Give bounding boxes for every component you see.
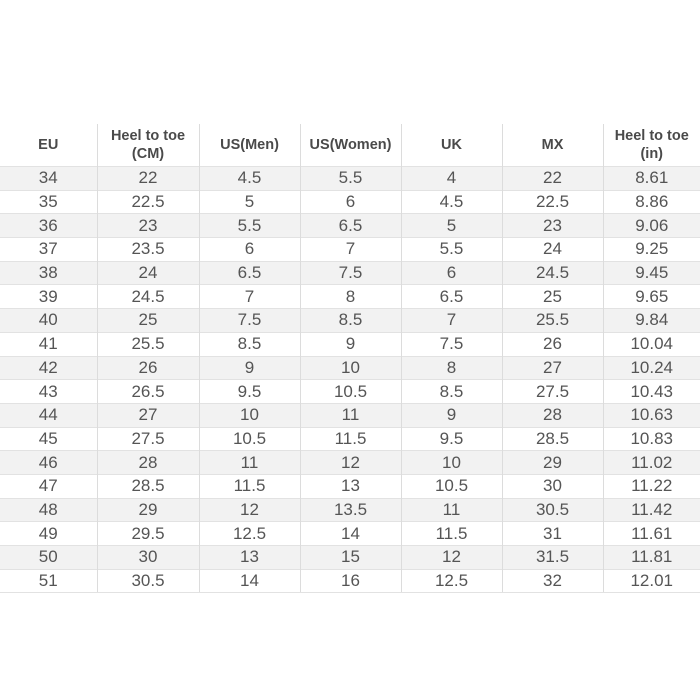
- table-row: [0, 332, 700, 356]
- cell-uk: 12.5: [401, 569, 502, 593]
- cell-us-women: 16: [300, 569, 401, 593]
- cell-mx: 31.5: [502, 546, 603, 570]
- table-row: [0, 522, 700, 546]
- size-chart-table: [0, 124, 700, 593]
- cell-heel-to-toe-in: 11.02: [603, 451, 700, 475]
- cell-eu: 39: [0, 285, 97, 309]
- header-eu: EU: [0, 124, 97, 167]
- cell-heel-to-toe-cm: 27.5: [97, 427, 199, 451]
- cell-us-men: 6: [199, 238, 300, 262]
- table-row: [0, 403, 700, 427]
- cell-us-men: 12: [199, 498, 300, 522]
- cell-eu: 47: [0, 474, 97, 498]
- cell-eu: 49: [0, 522, 97, 546]
- cell-mx: 23: [502, 214, 603, 238]
- cell-heel-to-toe-in: 11.81: [603, 546, 700, 570]
- size-chart-header: [0, 124, 700, 167]
- cell-heel-to-toe-cm: 22.5: [97, 190, 199, 214]
- cell-heel-to-toe-cm: 27: [97, 403, 199, 427]
- cell-us-women: 8: [300, 285, 401, 309]
- header-mx: MX: [502, 124, 603, 167]
- cell-us-women: 11.5: [300, 427, 401, 451]
- cell-uk: 5: [401, 214, 502, 238]
- cell-mx: 32: [502, 569, 603, 593]
- table-row: [0, 214, 700, 238]
- cell-heel-to-toe-cm: 29.5: [97, 522, 199, 546]
- cell-uk: 8.5: [401, 380, 502, 404]
- cell-eu: 51: [0, 569, 97, 593]
- cell-us-men: 13: [199, 546, 300, 570]
- cell-us-men: 6.5: [199, 261, 300, 285]
- cell-us-women: 10.5: [300, 380, 401, 404]
- cell-us-men: 5.5: [199, 214, 300, 238]
- cell-us-women: 6.5: [300, 214, 401, 238]
- cell-us-women: 15: [300, 546, 401, 570]
- cell-heel-to-toe-cm: 24.5: [97, 285, 199, 309]
- cell-mx: 27: [502, 356, 603, 380]
- cell-us-men: 10: [199, 403, 300, 427]
- cell-uk: 7.5: [401, 332, 502, 356]
- cell-eu: 44: [0, 403, 97, 427]
- cell-uk: 9: [401, 403, 502, 427]
- cell-heel-to-toe-cm: 23.5: [97, 238, 199, 262]
- cell-eu: 46: [0, 451, 97, 475]
- cell-heel-to-toe-cm: 30.5: [97, 569, 199, 593]
- cell-eu: 50: [0, 546, 97, 570]
- table-row: [0, 427, 700, 451]
- cell-mx: 30.5: [502, 498, 603, 522]
- cell-us-women: 10: [300, 356, 401, 380]
- cell-uk: 10: [401, 451, 502, 475]
- cell-heel-to-toe-cm: 25.5: [97, 332, 199, 356]
- header-heel-to-toe-in: Heel to toe (in): [603, 124, 700, 167]
- cell-heel-to-toe-in: 10.43: [603, 380, 700, 404]
- cell-heel-to-toe-in: 10.24: [603, 356, 700, 380]
- cell-mx: 28: [502, 403, 603, 427]
- table-row: [0, 380, 700, 404]
- cell-us-men: 11: [199, 451, 300, 475]
- table-row: [0, 451, 700, 475]
- cell-us-men: 9.5: [199, 380, 300, 404]
- table-row: [0, 190, 700, 214]
- table-row: [0, 238, 700, 262]
- cell-heel-to-toe-in: 12.01: [603, 569, 700, 593]
- table-row: [0, 167, 700, 191]
- table-row: [0, 356, 700, 380]
- cell-us-men: 5: [199, 190, 300, 214]
- cell-us-women: 12: [300, 451, 401, 475]
- cell-heel-to-toe-in: 10.83: [603, 427, 700, 451]
- cell-us-women: 11: [300, 403, 401, 427]
- cell-us-women: 6: [300, 190, 401, 214]
- table-row: [0, 546, 700, 570]
- cell-mx: 28.5: [502, 427, 603, 451]
- cell-heel-to-toe-cm: 30: [97, 546, 199, 570]
- cell-eu: 48: [0, 498, 97, 522]
- cell-heel-to-toe-in: 9.65: [603, 285, 700, 309]
- cell-heel-to-toe-in: 11.61: [603, 522, 700, 546]
- cell-eu: 35: [0, 190, 97, 214]
- cell-us-women: 7: [300, 238, 401, 262]
- header-row: [0, 124, 700, 167]
- cell-heel-to-toe-in: 9.06: [603, 214, 700, 238]
- cell-heel-to-toe-in: 8.61: [603, 167, 700, 191]
- cell-mx: 29: [502, 451, 603, 475]
- cell-heel-to-toe-in: 10.04: [603, 332, 700, 356]
- cell-mx: 26: [502, 332, 603, 356]
- cell-us-men: 7.5: [199, 309, 300, 333]
- cell-uk: 8: [401, 356, 502, 380]
- cell-eu: 41: [0, 332, 97, 356]
- cell-heel-to-toe-cm: 25: [97, 309, 199, 333]
- cell-eu: 40: [0, 309, 97, 333]
- cell-mx: 24: [502, 238, 603, 262]
- cell-uk: 6.5: [401, 285, 502, 309]
- header-us-women: US(Women): [300, 124, 401, 167]
- cell-mx: 30: [502, 474, 603, 498]
- cell-heel-to-toe-cm: 22: [97, 167, 199, 191]
- cell-heel-to-toe-in: 9.45: [603, 261, 700, 285]
- table-row: [0, 285, 700, 309]
- cell-us-men: 10.5: [199, 427, 300, 451]
- cell-eu: 45: [0, 427, 97, 451]
- cell-us-women: 7.5: [300, 261, 401, 285]
- cell-uk: 12: [401, 546, 502, 570]
- cell-eu: 37: [0, 238, 97, 262]
- cell-us-women: 13: [300, 474, 401, 498]
- table-row: [0, 474, 700, 498]
- cell-mx: 25: [502, 285, 603, 309]
- cell-us-men: 14: [199, 569, 300, 593]
- cell-heel-to-toe-cm: 24: [97, 261, 199, 285]
- cell-mx: 24.5: [502, 261, 603, 285]
- cell-us-women: 5.5: [300, 167, 401, 191]
- cell-us-men: 7: [199, 285, 300, 309]
- cell-eu: 38: [0, 261, 97, 285]
- table-row: [0, 569, 700, 593]
- cell-uk: 4.5: [401, 190, 502, 214]
- header-uk: UK: [401, 124, 502, 167]
- cell-heel-to-toe-cm: 26.5: [97, 380, 199, 404]
- cell-us-women: 8.5: [300, 309, 401, 333]
- cell-uk: 11: [401, 498, 502, 522]
- cell-mx: 22: [502, 167, 603, 191]
- cell-us-men: 12.5: [199, 522, 300, 546]
- cell-heel-to-toe-cm: 26: [97, 356, 199, 380]
- cell-us-men: 11.5: [199, 474, 300, 498]
- cell-uk: 4: [401, 167, 502, 191]
- cell-heel-to-toe-in: 11.42: [603, 498, 700, 522]
- cell-uk: 6: [401, 261, 502, 285]
- cell-uk: 5.5: [401, 238, 502, 262]
- cell-heel-to-toe-cm: 23: [97, 214, 199, 238]
- size-chart-body: [0, 167, 700, 593]
- header-heel-to-toe-cm: Heel to toe (CM): [97, 124, 199, 167]
- cell-us-men: 8.5: [199, 332, 300, 356]
- cell-eu: 43: [0, 380, 97, 404]
- cell-us-men: 9: [199, 356, 300, 380]
- table-row: [0, 261, 700, 285]
- cell-heel-to-toe-in: 11.22: [603, 474, 700, 498]
- cell-eu: 34: [0, 167, 97, 191]
- cell-heel-to-toe-cm: 28: [97, 451, 199, 475]
- cell-eu: 36: [0, 214, 97, 238]
- table-row: [0, 309, 700, 333]
- cell-mx: 22.5: [502, 190, 603, 214]
- cell-us-women: 13.5: [300, 498, 401, 522]
- cell-mx: 31: [502, 522, 603, 546]
- cell-uk: 9.5: [401, 427, 502, 451]
- cell-us-men: 4.5: [199, 167, 300, 191]
- cell-uk: 7: [401, 309, 502, 333]
- cell-eu: 42: [0, 356, 97, 380]
- cell-mx: 25.5: [502, 309, 603, 333]
- cell-uk: 10.5: [401, 474, 502, 498]
- header-us-men: US(Men): [199, 124, 300, 167]
- cell-heel-to-toe-in: 9.25: [603, 238, 700, 262]
- cell-uk: 11.5: [401, 522, 502, 546]
- cell-heel-to-toe-cm: 29: [97, 498, 199, 522]
- cell-heel-to-toe-cm: 28.5: [97, 474, 199, 498]
- cell-heel-to-toe-in: 10.63: [603, 403, 700, 427]
- cell-heel-to-toe-in: 9.84: [603, 309, 700, 333]
- cell-mx: 27.5: [502, 380, 603, 404]
- table-row: [0, 498, 700, 522]
- cell-us-women: 14: [300, 522, 401, 546]
- cell-heel-to-toe-in: 8.86: [603, 190, 700, 214]
- cell-us-women: 9: [300, 332, 401, 356]
